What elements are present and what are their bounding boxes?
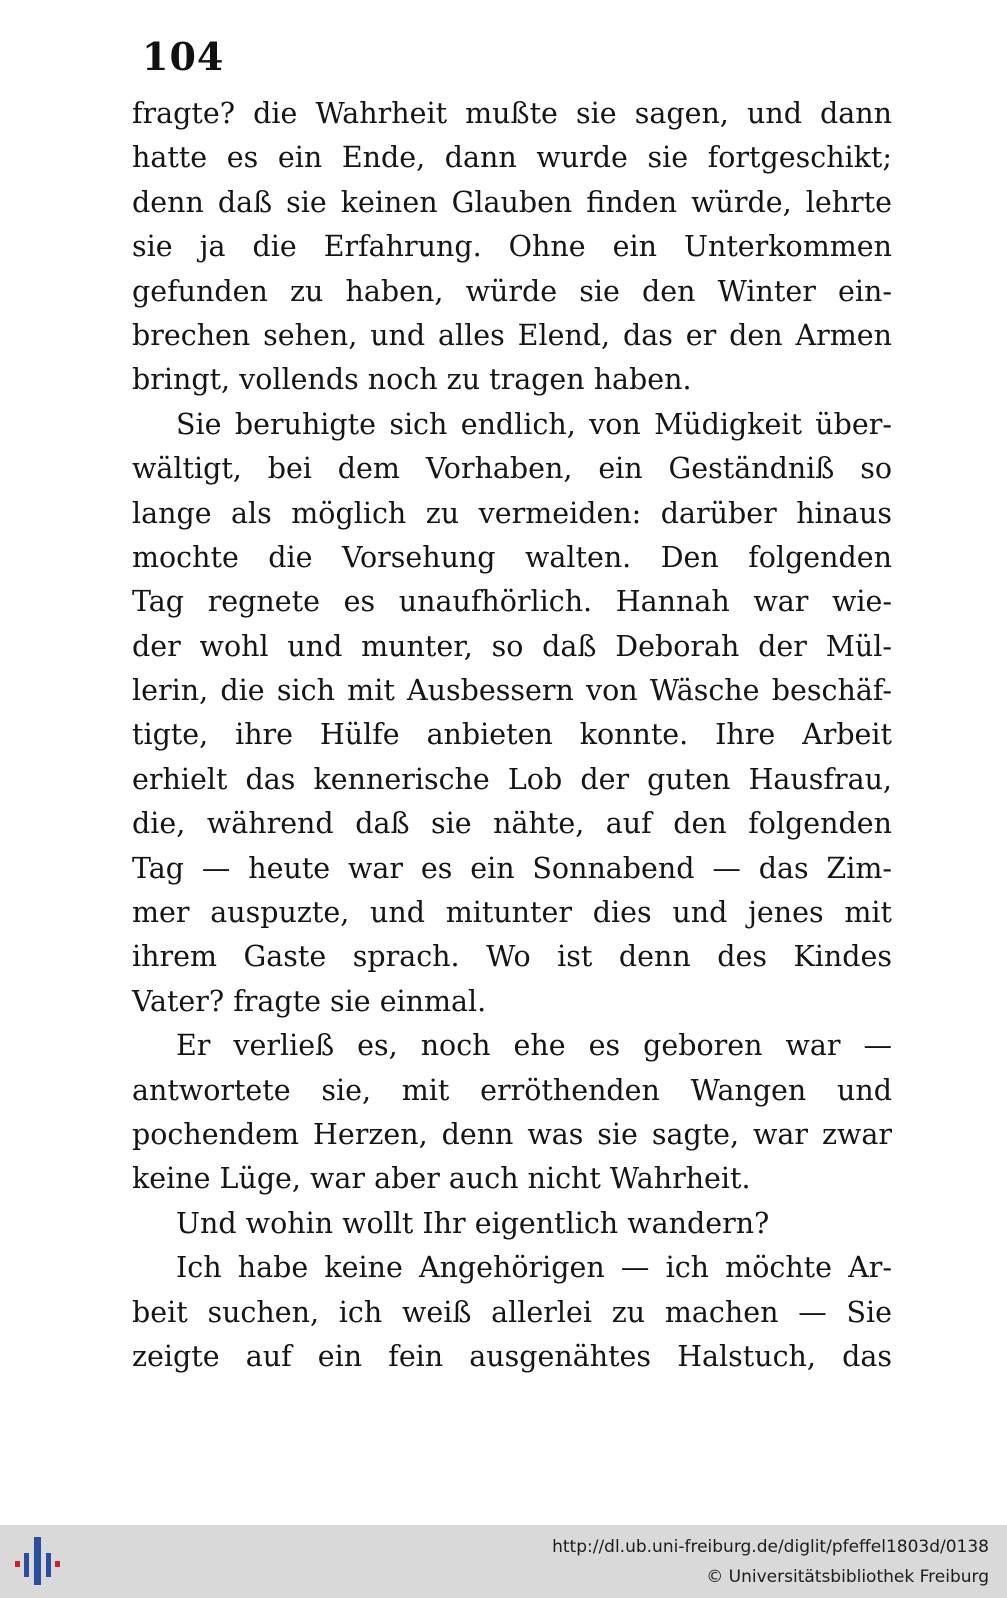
ub-freiburg-logo-icon[interactable]: [12, 1533, 64, 1589]
text-line: antwortete sie, mit erröthenden Wangen und: [132, 1073, 892, 1107]
text-line: hatte es ein Ende, dann wurde sie fortgeschikt;: [132, 141, 892, 175]
text-line: beit suchen, ich weiß allerlei zu machen — Sie: [132, 1295, 892, 1329]
text-line: gefunden zu haben, würde sie den Winter ein-: [132, 274, 892, 308]
copyright-notice: © Universitätsbibliothek Freiburg: [706, 1567, 989, 1587]
text-line: erhielt das kennerische Lob der guten Hausfrau,: [132, 762, 892, 796]
text-line: der wohl und munter, so daß Deborah der Mül-: [132, 629, 892, 663]
footer-bar: [0, 1525, 1007, 1598]
text-line: tigte, ihre Hülfe anbieten konnte. Ihre Arbeit: [132, 718, 892, 752]
text-line: lange als möglich zu vermeiden: darüber hinaus: [132, 496, 892, 530]
text-line: mer auspuzte, und mitunter dies und jenes mit: [132, 896, 892, 930]
text-line: Vater? fragte sie einmal.: [132, 984, 487, 1018]
text-line: ihrem Gaste sprach. Wo ist denn des Kindes: [132, 940, 892, 974]
page-number: 104: [142, 34, 225, 79]
document-url-link[interactable]: http://dl.ub.uni-freiburg.de/diglit/pfeffel1803d/0138: [552, 1537, 989, 1557]
text-line: Er verließ es, noch ehe es geboren war —: [176, 1029, 892, 1063]
text-line: pochendem Herzen, denn was sie sagte, war zwar: [132, 1117, 892, 1151]
text-line: mochte die Vorsehung walten. Den folgenden: [132, 540, 892, 574]
text-line: keine Lüge, war aber auch nicht Wahrheit.: [132, 1162, 751, 1196]
text-line: brechen sehen, und alles Elend, das er den Armen: [132, 318, 892, 352]
text-line: lerin, die sich mit Ausbessern von Wäsche beschäf-: [132, 674, 892, 708]
text-line: bringt, vollends noch zu tragen haben.: [132, 363, 692, 397]
text-line: Tag — heute war es ein Sonnabend — das Zim-: [132, 851, 892, 885]
text-line: Ich habe keine Angehörigen — ich möchte Ar-: [176, 1251, 892, 1285]
text-line: Tag regnete es unaufhörlich. Hannah war wie-: [132, 585, 892, 619]
text-line: Und wohin wollt Ihr eigentlich wandern?: [176, 1206, 770, 1240]
text-line: fragte? die Wahrheit mußte sie sagen, und dann: [132, 97, 892, 130]
text-line: wältigt, bei dem Vorhaben, ein Geständniß so: [132, 452, 892, 486]
text-line: die, während daß sie nähte, auf den folgenden: [132, 807, 892, 841]
text-line: zeigte auf ein fein ausgenähtes Halstuch, das: [132, 1339, 892, 1373]
text-line: denn daß sie keinen Glauben finden würde, lehrte: [132, 185, 892, 219]
page-text: [132, 92, 892, 1379]
text-line: Sie beruhigte sich endlich, von Müdigkeit über-: [176, 407, 892, 441]
text-line: sie ja die Erfahrung. Ohne ein Unterkommen: [132, 230, 892, 264]
